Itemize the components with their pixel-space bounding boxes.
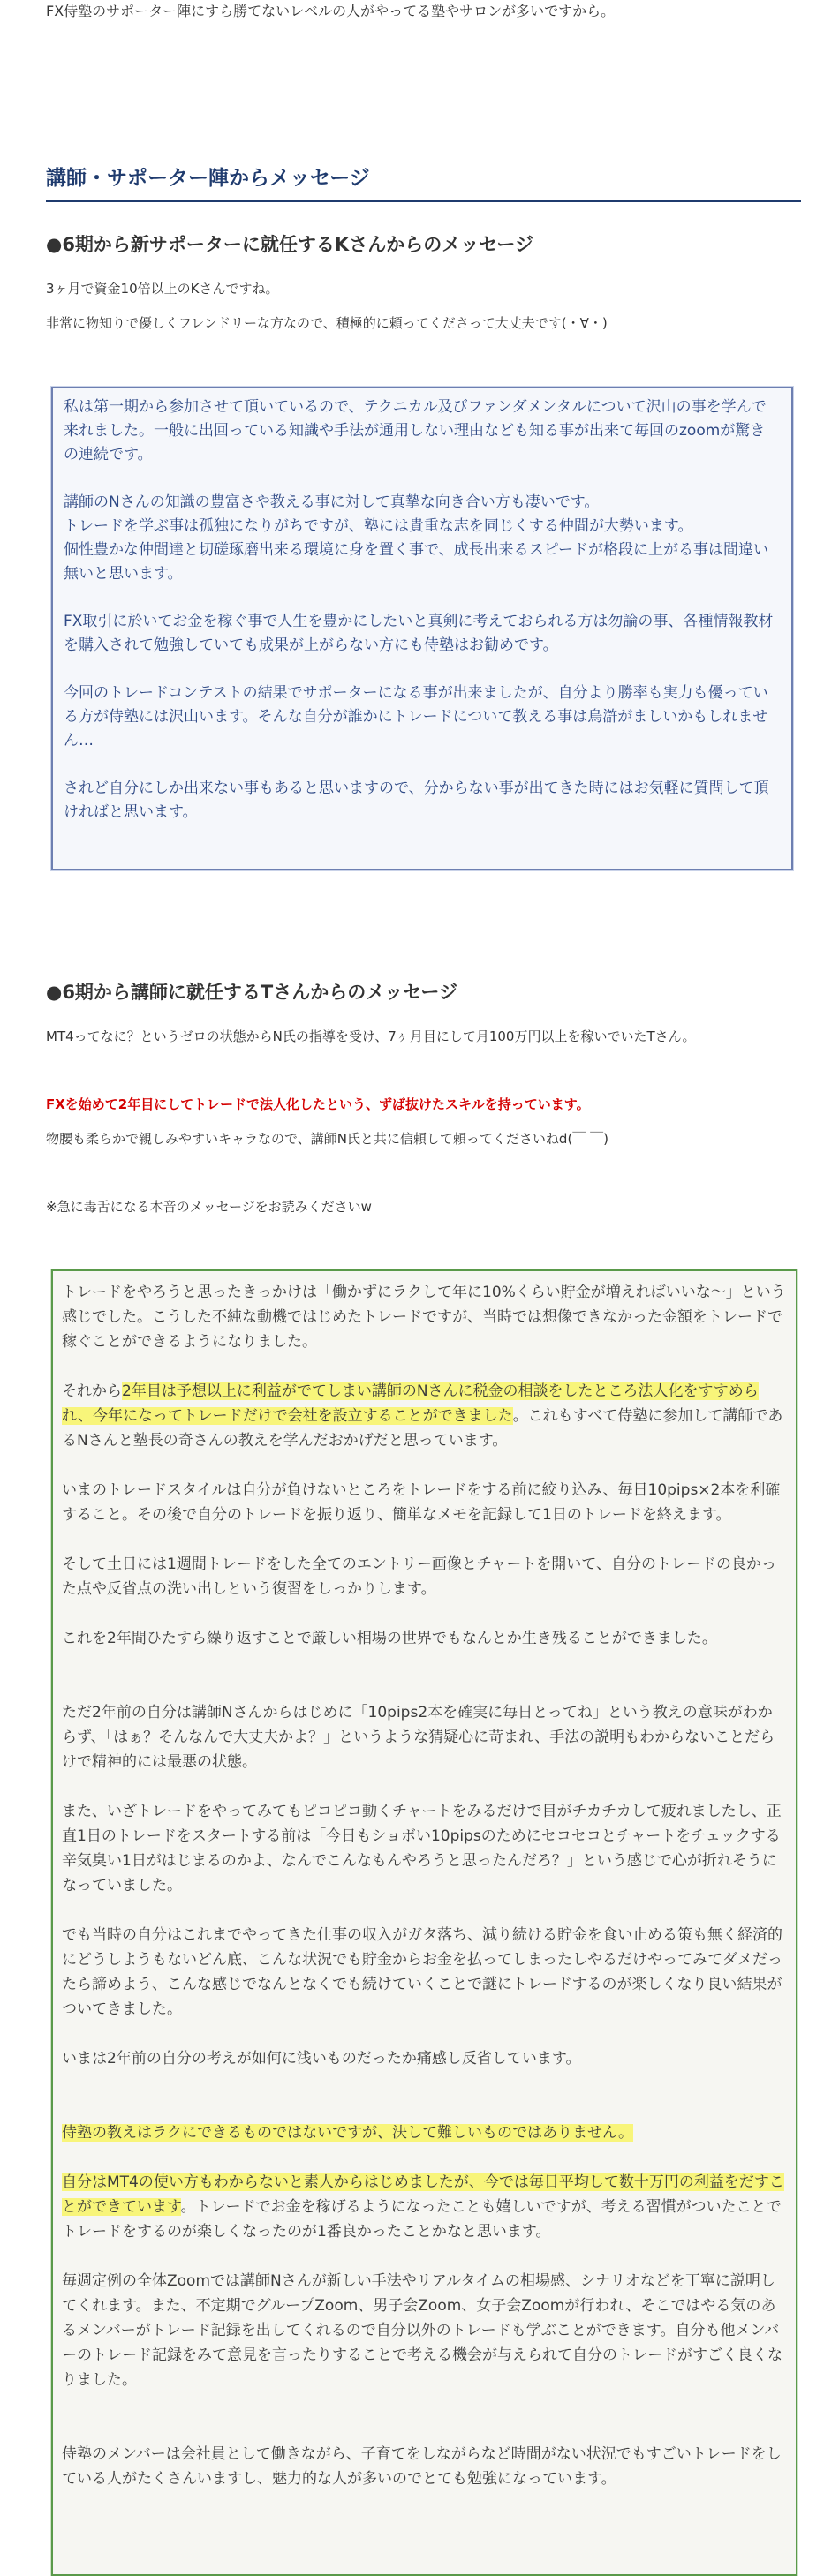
t-box-paragraph: いまのトレードスタイルは自分が負けないところをトレードをする前に絞り込み、毎日10pips×2本を利確すること。その後で自分のトレードを振り返り、簡単なメモを記録して1日のトレードを終えます。	[62, 1481, 781, 1524]
t-highlight-line: FXを始めて2年目にしてトレードで法人化したという、ずば抜けたスキルを持っています。	[46, 1096, 590, 1112]
k-box-line: 個性豊かな仲間達と切磋琢磨出来る環境に身を置く事で、成長出来るスピードが格段に上がる事は間違い無いと思います。	[64, 541, 768, 583]
highlighted-text: 2年目は予想以上に利益がでてしまい講師のNさんに税金の相談をしたところ法人化をすすめられ、今年になってトレードだけで会社を設立することができました	[62, 1382, 759, 1425]
t-box-paragraph: 侍塾のメンバーは会社員として働きながら、子育てをしながらなど時間がない状況でもすごいトレードをしている人がたくさんいますし、魅力的な人が多いのでとても勉強になっています。	[62, 2445, 782, 2488]
k-box-paragraph: FX取引に於いてお金を稼ぐ事で人生を豊かにしたいと真剣に考えておられる方は勿論の事、各種情報教材を購入されて勉強していても成果が上がらない方にも侍塾はお勧めです。	[64, 613, 774, 654]
t-box-paragraph	[62, 2120, 787, 2145]
t-box-paragraph: 毎週定例の全体Zoomでは講師Nさんが新しい手法やリアルタイムの相場感、シナリオなどを丁寧に説明してくれます。また、不定期でグループZoom、男子会Zoom、女子会Zoomが行われ、そこではやる気のあるメンバーがトレード記録を出してくれるので自分以外のトレードも学ぶことができます。自分も他メンバーのトレード記録をみて意見を言ったりすることで考える機会が与えられて自分のトレードがすごく良くなりました。	[62, 2272, 782, 2389]
k-intro-line-1: 3ヶ月で資金10倍以上のKさんですね。	[46, 281, 279, 297]
t-box-paragraph: でも当時の自分はこれまでやってきた仕事の収入がガタ落ち、減り続ける貯金を食い止める策も無く経済的にどうしようもないどん底、こんな状況でも貯金からお金を払ってしまったしやるだけやってみてダメだったら諦めよう、こんな感じでなんとなくでも続けていくことで謎にトレードするのが楽しくなり良い結果がついてきました。	[62, 1926, 782, 2018]
t-message-box	[51, 1269, 797, 2576]
t-box-paragraph: ただ2年前の自分は講師Nさんからはじめに「10pips2本を確実に毎日とってね」という教えの意味がわからず、「はぁ？そんなんで大丈夫かよ？」というような猜疑心に苛まれ、手法の説明もわからないことだらけで精神的には最悪の状態。	[62, 1704, 775, 1771]
t-box-paragraph: いまは2年前の自分の考えが如何に浅いものだったか痛感し反省しています。	[62, 2050, 581, 2068]
t-box-paragraph: また、いざトレードをやってみてもピコピコ動くチャートをみるだけで目がチカチカして疲れましたし、正直1日のトレードをスタートする前は「今日もショボい10pipsのためにセコセコとチャートをチェックする辛気臭い1日がはじまるのかよ、なんでこんなもんやろうと思ったんだろ？」という感じで心が折れそうになっていました。	[62, 1803, 782, 1894]
k-box-paragraph	[64, 491, 779, 586]
k-message-box	[51, 387, 793, 870]
highlighted-text: 自分はMT4の使い方もわからないと素人からはじめましたが、今では毎日平均して数十万円の利益をだすことができています	[62, 2173, 784, 2216]
t-intro-line-1: MT4ってなに？というゼロの状態からN氏の指導を受け、7ヶ月目にして月100万円以上を稼いでいたTさん。	[46, 1028, 696, 1044]
k-message-heading: ●6期から新サポーターに就任するKさんからのメッセージ	[46, 234, 533, 255]
t-box-paragraph: これを2年間ひたすら繰り返すことで厳しい相場の世界でもなんとか生き残ることができました。	[62, 1630, 717, 1647]
k-intro-line-2: 非常に物知りで優しくフレンドリーな方なので、積極的に頼ってくださって大丈夫です(・∀・)	[46, 315, 608, 331]
k-box-line: トレードを学ぶ事は孤独になりがちですが、塾には貴重な志を同じくする仲間が大勢います。	[64, 517, 693, 535]
t-message-heading: ●6期から講師に就任するTさんからのメッセージ	[46, 982, 457, 1003]
section-title: 講師・サポーター陣からメッセージ	[46, 164, 801, 202]
t-note: ※急に毒舌になる本音のメッセージをお読みくださいw	[46, 1199, 372, 1215]
t-box-paragraph: トレードをやろうと思ったきっかけは「働かずにラクして年に10%くらい貯金が増えればいいな〜」という感じでした。こうした不純な動機ではじめたトレードですが、当時では想像できなかった金額をトレードで稼ぐことができるようになりました。	[62, 1284, 786, 1351]
t-box-paragraph: そして土日には1週間トレードをした全てのエントリー画像とチャートを開いて、自分のトレードの良かった点や反省点の洗い出しという復習をしっかりします。	[62, 1555, 776, 1598]
k-box-paragraph: 今回のトレードコンテストの結果でサポーターになる事が出来ましたが、自分より勝率も実力も優っている方が侍塾には沢山います。そんな自分が誰かにトレードについて教える事は烏滸がましいかもしれません…	[64, 684, 768, 749]
t-box-paragraph: 自分はMT4の使い方もわからないと素人からはじめましたが、今では毎日平均して数十万円の利益をだすことができています。トレードでお金を稼げるようになったことも嬉しいですが、考える習慣がついたことでトレードをするのが楽しくなったのが1番良かったことかなと思います。	[62, 2173, 784, 2241]
k-box-paragraph: 私は第一期から参加させて頂いているので、テクニカル及びファンダメンタルについて沢山の事を学んで来れました。一般に出回っている知識や手法が通用しない理由なども知る事が出来て毎回のzoomが驚きの連続です。	[64, 398, 767, 463]
k-box-line: 講師のNさんの知識の豊富さや教える事に対して真摯な向き合い方も凄いです。	[64, 493, 600, 511]
t-intro-line-2: 物腰も柔らかで親しみやすいキャラなので、講師N氏と共に信頼して頼ってくださいねd(￣ ￣)	[46, 1131, 608, 1147]
k-box-paragraph: されど自分にしか出来ない事もあると思いますので、分からない事が出てきた時にはお気軽に質問して頂ければと思います。	[64, 780, 769, 821]
t-box-paragraph: それから2年目は予想以上に利益がでてしまい講師のNさんに税金の相談をしたところ法人化をすすめられ、今年になってトレードだけで会社を設立することができました。これもすべて侍塾に参加して講師であるNさんと塾長の奇さんの教えを学んだおかげだと思っています。	[62, 1382, 783, 1450]
highlighted-text: 侍塾の教えはラクにできるものではないですが、決して難しいものではありません。	[62, 2124, 634, 2142]
intro-text: FX侍塾のサポーター陣にすら勝てないレベルの人がやってる塾やサロンが多いですから。	[46, 3, 616, 19]
